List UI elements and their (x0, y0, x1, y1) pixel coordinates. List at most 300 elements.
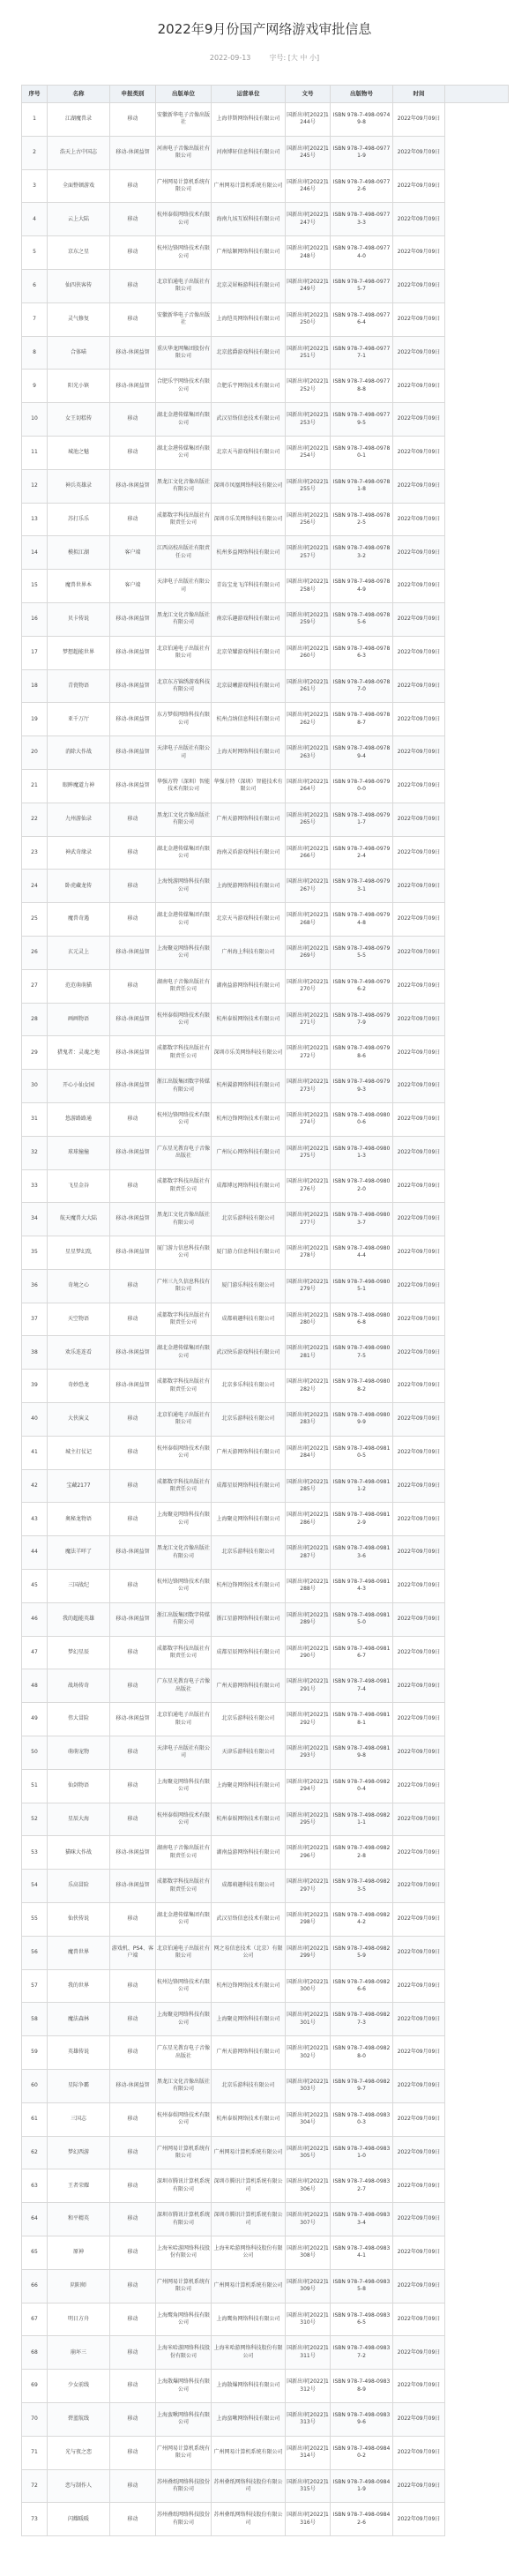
operator-cell: 广州天游网络科技有限公司 (212, 1669, 286, 1703)
row-number-cell: 21 (22, 769, 48, 803)
category-cell: 移动-休闲益智 (110, 1203, 156, 1236)
table-row (22, 2236, 509, 2270)
publisher-cell: 湖北金港传媒集团有限公司 (156, 436, 212, 469)
font-size-medium[interactable]: 中 (300, 54, 308, 62)
isbn-cell: ISBN 978-7-498-09780-1 (331, 436, 393, 469)
approval-number-cell: 国新出审[2022]1315号 (286, 2469, 331, 2503)
publisher-cell: 湖南电子音像出版社有限责任公司 (156, 969, 212, 1003)
approval-number-cell: 国新出审[2022]1270号 (286, 969, 331, 1003)
operator-cell: 广州玩心网络科技有限公司 (212, 1136, 286, 1169)
category-cell: 移动 (110, 2503, 156, 2536)
row-number-cell: 44 (22, 1536, 48, 1570)
approval-table (21, 85, 509, 2536)
operator-cell: 北京蓝爵游戏科技有限公司 (212, 336, 286, 370)
approval-date-cell: 2022年09月09日 (393, 636, 445, 669)
operator-cell: 天津乐游科技有限公司 (212, 1736, 286, 1770)
row-number-cell: 57 (22, 1969, 48, 2003)
approval-date-cell: 2022年09月09日 (393, 1070, 445, 1103)
approval-date-cell: 2022年09月09日 (393, 269, 445, 302)
publisher-cell: 杭州边锋网络技术有限公司 (156, 1969, 212, 2003)
approval-number-cell: 国新出审[2022]1273号 (286, 1070, 331, 1103)
game-name-cell: 亚千万厅 (48, 703, 110, 736)
operator-cell: 广州网易计算机系统有限公司 (212, 2436, 286, 2469)
row-number-cell: 51 (22, 1769, 48, 1803)
approval-date-cell: 2022年09月09日 (393, 803, 445, 836)
approval-number-cell: 国新出审[2022]1248号 (286, 236, 331, 270)
category-cell: 移动 (110, 1303, 156, 1336)
publisher-cell: 湖北金港传媒集团有限公司 (156, 1336, 212, 1370)
game-name-cell: 合体喵 (48, 336, 110, 370)
approval-date-cell: 2022年09月09日 (393, 2169, 445, 2203)
category-cell: 移动 (110, 2003, 156, 2036)
approval-date-cell: 2022年09月09日 (393, 503, 445, 536)
approval-number-cell: 国新出审[2022]1264号 (286, 769, 331, 803)
approval-number-cell: 国新出审[2022]1253号 (286, 403, 331, 437)
row-number-cell: 22 (22, 803, 48, 836)
category-cell: 移动 (110, 2169, 156, 2203)
approval-number-cell: 国新出审[2022]1267号 (286, 870, 331, 903)
publisher-cell: 北京伯通电子出版社有限公司 (156, 269, 212, 302)
game-name-cell: 星星梦幻乱 (48, 1236, 110, 1270)
operator-cell: 杭州多益网络科技有限公司 (212, 536, 286, 570)
table-row (22, 736, 509, 770)
isbn-cell: ISBN 978-7-498-09806-8 (331, 1303, 393, 1336)
isbn-cell: ISBN 978-7-498-09835-8 (331, 2269, 393, 2303)
table-row (22, 1903, 509, 1937)
game-name-cell: 奇境之心 (48, 1269, 110, 1303)
isbn-cell: ISBN 978-7-498-09813-6 (331, 1536, 393, 1570)
operator-cell: 深圳市腾讯计算机系统有限公司 (212, 2203, 286, 2236)
game-name-cell: 三国战纪 (48, 1570, 110, 1603)
table-row (22, 2469, 509, 2503)
publisher-cell: 上海聚竞网络科技有限公司 (156, 1769, 212, 1803)
approval-date-cell: 2022年09月09日 (393, 1336, 445, 1370)
row-number-cell: 45 (22, 1570, 48, 1603)
row-number-cell: 60 (22, 2070, 48, 2103)
row-number-cell: 31 (22, 1102, 48, 1136)
approval-date-cell: 2022年09月09日 (393, 469, 445, 503)
category-cell: 移动-休闲益智 (110, 1870, 156, 1903)
category-cell: 移动 (110, 1102, 156, 1136)
operator-cell: 海南九垓互娱科技有限公司 (212, 203, 286, 236)
publisher-cell: 广东星光教育电子音像出版社 (156, 2036, 212, 2070)
approval-number-cell: 国新出审[2022]1307号 (286, 2203, 331, 2236)
approval-date-cell: 2022年09月09日 (393, 769, 445, 803)
row-number-cell: 43 (22, 1503, 48, 1536)
operator-cell: 苏州叠纸网络科技股份有限公司 (212, 2469, 286, 2503)
approval-date-cell: 2022年09月09日 (393, 370, 445, 403)
publisher-cell: 成都数字科技出版社有限责任公司 (156, 503, 212, 536)
operator-cell: 湖南益游网络科技有限公司 (212, 969, 286, 1003)
table-row (22, 1769, 509, 1803)
row-number-cell: 47 (22, 1636, 48, 1669)
font-size-small[interactable]: 小] (309, 54, 320, 62)
table-row (22, 1036, 509, 1070)
publisher-cell: 上海聚竞网络科技有限公司 (156, 2003, 212, 2036)
column-header: 序号 (22, 86, 48, 103)
publisher-cell: 华强方特（深圳）智能技术有限公司 (156, 769, 212, 803)
table-row (22, 1803, 509, 1836)
approval-number-cell: 国新出审[2022]1302号 (286, 2036, 331, 2070)
publisher-cell: 重庆华龙网集团股份有限公司 (156, 336, 212, 370)
approval-date-cell: 2022年09月09日 (393, 1503, 445, 1536)
isbn-cell: ISBN 978-7-498-09804-4 (331, 1236, 393, 1270)
table-row (22, 803, 509, 836)
row-number-cell: 70 (22, 2402, 48, 2436)
font-size-large[interactable]: [大 (287, 54, 298, 62)
table-row (22, 1836, 509, 1870)
table-row (22, 1703, 509, 1736)
approval-date-cell: 2022年09月09日 (393, 2402, 445, 2436)
operator-cell: 深圳市凤凰网络科技有限公司 (212, 469, 286, 503)
table-row (22, 903, 509, 937)
approval-number-cell: 国新出审[2022]1274号 (286, 1102, 331, 1136)
approval-number-cell: 国新出审[2022]1266号 (286, 836, 331, 870)
game-name-cell: 模拟江湖 (48, 536, 110, 570)
approval-date-cell: 2022年09月09日 (393, 1636, 445, 1669)
approval-number-cell: 国新出审[2022]1244号 (286, 103, 331, 137)
publisher-cell: 广州网易计算机系统有限公司 (156, 169, 212, 203)
isbn-cell: ISBN 978-7-498-09783-2 (331, 536, 393, 570)
approval-date-cell: 2022年09月09日 (393, 1570, 445, 1603)
operator-cell: 成都星辰网络科技有限公司 (212, 1636, 286, 1669)
game-name-cell: 我的世界 (48, 1969, 110, 2003)
isbn-cell: ISBN 978-7-498-09816-7 (331, 1636, 393, 1669)
game-name-cell: 仙四侠客传 (48, 269, 110, 302)
approval-date-cell: 2022年09月09日 (393, 1836, 445, 1870)
operator-cell: 上海米哈游网络科技股份有限公司 (212, 2236, 286, 2270)
category-cell: 移动-休闲益智 (110, 336, 156, 370)
game-name-cell: 英雄传说 (48, 2036, 110, 2070)
operator-cell: 广州天游网络科技有限公司 (212, 803, 286, 836)
table-row (22, 2303, 509, 2336)
row-number-cell: 56 (22, 1936, 48, 1969)
category-cell: 移动 (110, 803, 156, 836)
publisher-cell: 湖北金港传媒集团有限公司 (156, 403, 212, 437)
operator-cell: 武汉快乐游戏科技有限公司 (212, 1336, 286, 1370)
table-row (22, 1403, 509, 1437)
category-cell: 移动 (110, 1736, 156, 1770)
row-number-cell: 49 (22, 1703, 48, 1736)
table-row (22, 2003, 509, 2036)
isbn-cell: ISBN 978-7-498-09818-1 (331, 1703, 393, 1736)
isbn-cell: ISBN 978-7-498-09824-2 (331, 1903, 393, 1937)
row-number-cell: 3 (22, 169, 48, 203)
column-header: 文号 (286, 86, 331, 103)
table-row (22, 2203, 509, 2236)
category-cell: 移动 (110, 1636, 156, 1669)
publisher-cell: 成都数字科技出版社有限责任公司 (156, 1036, 212, 1070)
approval-number-cell: 国新出审[2022]1314号 (286, 2436, 331, 2469)
publisher-cell: 黑龙江文化音像出版社有限公司 (156, 1536, 212, 1570)
game-name-cell: 魔兽奇遇 (48, 903, 110, 937)
game-name-cell: 乐高冒险 (48, 1870, 110, 1903)
row-number-cell: 13 (22, 503, 48, 536)
game-name-cell: 碧蓝航线 (48, 2402, 110, 2436)
category-cell: 移动 (110, 269, 156, 302)
isbn-cell: ISBN 978-7-498-09815-0 (331, 1602, 393, 1636)
approval-number-cell: 国新出审[2022]1282号 (286, 1370, 331, 1403)
font-size-label: 字号: (269, 54, 287, 62)
operator-cell: 杭州边锋网络技术有限公司 (212, 1969, 286, 2003)
operator-cell: 上海散爆网络科技有限公司 (212, 2370, 286, 2403)
table-row (22, 669, 509, 703)
publisher-cell: 天津电子出版社有限公司 (156, 736, 212, 770)
table-row (22, 1870, 509, 1903)
approval-date-cell: 2022年09月09日 (393, 1703, 445, 1736)
approval-date-cell: 2022年09月09日 (393, 570, 445, 603)
approval-number-cell: 国新出审[2022]1285号 (286, 1469, 331, 1503)
publisher-cell: 广东星光教育电子音像出版社 (156, 1669, 212, 1703)
isbn-cell: ISBN 978-7-498-09814-3 (331, 1570, 393, 1603)
approval-date-cell: 2022年09月09日 (393, 2036, 445, 2070)
publisher-cell: 上海米哈游网络科技股份有限公司 (156, 2236, 212, 2270)
table-row (22, 503, 509, 536)
game-name-cell: 云上大陆 (48, 203, 110, 236)
approval-date-cell: 2022年09月09日 (393, 1169, 445, 1203)
approval-date-cell: 2022年09月09日 (393, 1769, 445, 1803)
category-cell: 移动 (110, 302, 156, 336)
approval-number-cell: 国新出审[2022]1260号 (286, 636, 331, 669)
category-cell: 移动-休闲益智 (110, 2070, 156, 2103)
column-header (445, 86, 509, 103)
row-number-cell: 34 (22, 1203, 48, 1236)
approval-number-cell: 国新出审[2022]1289号 (286, 1602, 331, 1636)
row-number-cell: 26 (22, 936, 48, 969)
isbn-cell: ISBN 978-7-498-09801-3 (331, 1136, 393, 1169)
operator-cell: 成都萌趣科技有限公司 (212, 1303, 286, 1336)
publisher-cell: 杭州边锋网络技术有限公司 (156, 236, 212, 270)
category-cell: 移动-休闲益智 (110, 1236, 156, 1270)
publisher-cell: 湖北金港传媒集团有限公司 (156, 1903, 212, 1937)
isbn-cell: ISBN 978-7-498-09781-8 (331, 469, 393, 503)
approval-date-cell: 2022年09月09日 (393, 936, 445, 969)
column-header: 出版物号 (331, 86, 393, 103)
operator-cell: 青岛宝龙飞洋科技有限公司 (212, 570, 286, 603)
row-number-cell: 55 (22, 1903, 48, 1937)
approval-date-cell: 2022年09月09日 (393, 669, 445, 703)
isbn-cell: ISBN 978-7-498-09807-5 (331, 1336, 393, 1370)
isbn-cell: ISBN 978-7-498-09821-1 (331, 1803, 393, 1836)
table-row (22, 469, 509, 503)
game-name-cell: 宝藏2177 (48, 1469, 110, 1503)
operator-cell: 上海天时网络科技有限公司 (212, 736, 286, 770)
publisher-cell: 杭州泰娱网络技术有限公司 (156, 1003, 212, 1036)
publisher-cell: 杭州泰娱网络技术有限公司 (156, 203, 212, 236)
publisher-cell: 北京伯通电子出版社有限公司 (156, 1936, 212, 1969)
isbn-cell: ISBN 978-7-498-09795-5 (331, 936, 393, 969)
table-row (22, 536, 509, 570)
isbn-cell: ISBN 978-7-498-09809-9 (331, 1403, 393, 1437)
game-name-cell: 灵气修复 (48, 302, 110, 336)
isbn-cell: ISBN 978-7-498-09790-0 (331, 769, 393, 803)
category-cell: 移动-休闲益智 (110, 1070, 156, 1103)
isbn-cell: ISBN 978-7-498-09774-0 (331, 236, 393, 270)
isbn-cell: ISBN 978-7-498-09779-5 (331, 403, 393, 437)
category-cell: 移动 (110, 2336, 156, 2370)
operator-cell: 杭州点纳信息科技有限公司 (212, 703, 286, 736)
approval-number-cell: 国新出审[2022]1311号 (286, 2336, 331, 2370)
approval-date-cell: 2022年09月09日 (393, 2303, 445, 2336)
game-name-cell: 阴阳师 (48, 2269, 110, 2303)
game-name-cell: 神兵英雄录 (48, 469, 110, 503)
isbn-cell: ISBN 978-7-498-09792-4 (331, 836, 393, 870)
approval-date-cell: 2022年09月09日 (393, 1870, 445, 1903)
approval-date-cell: 2022年09月09日 (393, 1370, 445, 1403)
category-cell: 移动 (110, 2269, 156, 2303)
approval-date-cell: 2022年09月09日 (393, 1602, 445, 1636)
isbn-cell: ISBN 978-7-498-09811-2 (331, 1469, 393, 1503)
table-row (22, 1570, 509, 1603)
approval-date-cell: 2022年09月09日 (393, 1102, 445, 1136)
approval-date-cell: 2022年09月09日 (393, 1969, 445, 2003)
row-number-cell: 14 (22, 536, 48, 570)
approval-date-cell: 2022年09月09日 (393, 2203, 445, 2236)
isbn-cell: ISBN 978-7-498-09771-9 (331, 136, 393, 169)
publisher-cell: 广州网易计算机系统有限公司 (156, 2436, 212, 2469)
isbn-cell: ISBN 978-7-498-09775-7 (331, 269, 393, 302)
game-name-cell: 玄元灵上 (48, 936, 110, 969)
approval-number-cell: 国新出审[2022]1258号 (286, 570, 331, 603)
publisher-cell: 成都数字科技出版社有限责任公司 (156, 1870, 212, 1903)
isbn-cell: ISBN 978-7-498-09802-0 (331, 1169, 393, 1203)
table-row (22, 1469, 509, 1503)
operator-cell: 上海聚竞网络科技有限公司 (212, 1769, 286, 1803)
approval-number-cell: 国新出审[2022]1265号 (286, 803, 331, 836)
game-name-cell: 王者荣耀 (48, 2169, 110, 2203)
table-row (22, 1936, 509, 1969)
publisher-cell: 杭州泰娱网络技术有限公司 (156, 2102, 212, 2136)
game-name-cell: 苏打乐乐 (48, 503, 110, 536)
isbn-cell: ISBN 978-7-498-09823-5 (331, 1870, 393, 1903)
approval-number-cell: 国新出审[2022]1312号 (286, 2370, 331, 2403)
table-row (22, 703, 509, 736)
approval-number-cell: 国新出审[2022]1275号 (286, 1136, 331, 1169)
game-name-cell: 奇妙恐龙 (48, 1370, 110, 1403)
publisher-cell: 黑龙江文化音像出版社有限公司 (156, 803, 212, 836)
table-row (22, 1969, 509, 2003)
approval-number-cell: 国新出审[2022]1269号 (286, 936, 331, 969)
isbn-cell: ISBN 978-7-498-09822-8 (331, 1836, 393, 1870)
publisher-cell: 杭州泰娱网络技术有限公司 (156, 1436, 212, 1469)
isbn-cell: ISBN 978-7-498-09840-2 (331, 2436, 393, 2469)
isbn-cell: ISBN 978-7-498-09826-6 (331, 1969, 393, 2003)
publisher-cell: 深圳市腾讯计算机系统有限公司 (156, 2203, 212, 2236)
game-name-cell: 恋与制作人 (48, 2469, 110, 2503)
isbn-cell: ISBN 978-7-498-09787-0 (331, 669, 393, 703)
approval-date-cell: 2022年09月09日 (393, 736, 445, 770)
approval-number-cell: 国新出审[2022]1291号 (286, 1669, 331, 1703)
table-row (22, 1169, 509, 1203)
isbn-cell: ISBN 978-7-498-09836-5 (331, 2303, 393, 2336)
row-number-cell: 40 (22, 1403, 48, 1437)
category-cell: 移动-休闲益智 (110, 1003, 156, 1036)
approval-date-cell: 2022年09月09日 (393, 1036, 445, 1070)
isbn-cell: ISBN 978-7-498-09808-2 (331, 1370, 393, 1403)
approval-date-cell: 2022年09月09日 (393, 903, 445, 937)
publisher-cell: 成都数字科技出版社有限责任公司 (156, 1636, 212, 1669)
operator-cell: 上海悦游网络科技有限公司 (212, 870, 286, 903)
table-row (22, 769, 509, 803)
approval-number-cell: 国新出审[2022]1281号 (286, 1336, 331, 1370)
row-number-cell: 29 (22, 1036, 48, 1070)
row-number-cell: 52 (22, 1803, 48, 1836)
game-name-cell: 崩坏三 (48, 2336, 110, 2370)
table-row (22, 836, 509, 870)
operator-cell: 成都星辰网络科技有限公司 (212, 1469, 286, 1503)
operator-cell: 南京乐趣游戏科技有限公司 (212, 602, 286, 636)
column-header: 申报类别 (110, 86, 156, 103)
table-row (22, 2070, 509, 2103)
row-number-cell: 16 (22, 602, 48, 636)
publisher-cell: 湖北金港传媒集团有限公司 (156, 836, 212, 870)
publisher-cell: 上海聚竞网络科技有限公司 (156, 936, 212, 969)
isbn-cell: ISBN 978-7-498-09812-9 (331, 1503, 393, 1536)
table-row (22, 1102, 509, 1136)
row-number-cell: 15 (22, 570, 48, 603)
row-number-cell: 17 (22, 636, 48, 669)
game-name-cell: 闪耀暖暖 (48, 2503, 110, 2536)
category-cell: 移动 (110, 503, 156, 536)
game-name-cell: 战场传奇 (48, 1669, 110, 1703)
row-number-cell: 9 (22, 370, 48, 403)
publisher-cell: 成都数字科技出版社有限责任公司 (156, 1469, 212, 1503)
isbn-cell: ISBN 978-7-498-09778-8 (331, 370, 393, 403)
isbn-cell: ISBN 978-7-498-09817-4 (331, 1669, 393, 1703)
approval-number-cell: 国新出审[2022]1295号 (286, 1803, 331, 1836)
isbn-cell: ISBN 978-7-498-09837-2 (331, 2336, 393, 2370)
publisher-cell: 深圳市腾讯计算机系统有限公司 (156, 2169, 212, 2203)
operator-cell: 上海蛮啾网络科技有限公司 (212, 2402, 286, 2436)
publisher-cell: 江西高校出版社有限责任公司 (156, 536, 212, 570)
approval-date-cell: 2022年09月09日 (393, 2070, 445, 2103)
approval-date-cell: 2022年09月09日 (393, 2336, 445, 2370)
approval-date-cell: 2022年09月09日 (393, 1303, 445, 1336)
approval-number-cell: 国新出审[2022]1300号 (286, 1969, 331, 2003)
table-row (22, 136, 509, 169)
row-number-cell: 58 (22, 2003, 48, 2036)
game-name-cell: 我的超能英雄 (48, 1602, 110, 1636)
table-row (22, 602, 509, 636)
isbn-cell: ISBN 978-7-498-09830-3 (331, 2102, 393, 2136)
approval-date-cell: 2022年09月09日 (393, 103, 445, 137)
approval-number-cell: 国新出审[2022]1263号 (286, 736, 331, 770)
isbn-cell: ISBN 978-7-498-09798-6 (331, 1036, 393, 1070)
publisher-cell: 上海蛮啾网络科技有限公司 (156, 2402, 212, 2436)
approval-number-cell: 国新出审[2022]1306号 (286, 2169, 331, 2203)
isbn-cell: ISBN 978-7-498-09794-8 (331, 903, 393, 937)
approval-number-cell: 国新出审[2022]1299号 (286, 1936, 331, 1969)
operator-cell: 北京乐游科技有限公司 (212, 2070, 286, 2103)
operator-cell: 合肥乐宇网络技术有限公司 (212, 370, 286, 403)
category-cell: 移动-休闲益智 (110, 636, 156, 669)
approval-number-cell: 国新出审[2022]1278号 (286, 1236, 331, 1270)
row-number-cell: 38 (22, 1336, 48, 1370)
game-name-cell: 眼眸魔道力神 (48, 769, 110, 803)
table-row (22, 302, 509, 336)
category-cell: 移动 (110, 2436, 156, 2469)
column-header: 名称 (48, 86, 110, 103)
game-name-cell: 画画物语 (48, 1003, 110, 1036)
approval-number-cell: 国新出审[2022]1305号 (286, 2136, 331, 2169)
game-name-cell: 大侠演义 (48, 1403, 110, 1437)
isbn-cell: ISBN 978-7-498-09772-6 (331, 169, 393, 203)
operator-cell: 杭州边锋网络技术有限公司 (212, 1570, 286, 1603)
approval-number-cell: 国新出审[2022]1259号 (286, 602, 331, 636)
table-row (22, 2402, 509, 2436)
game-name-cell: 飞星金谷 (48, 1169, 110, 1203)
category-cell: 移动 (110, 1469, 156, 1503)
